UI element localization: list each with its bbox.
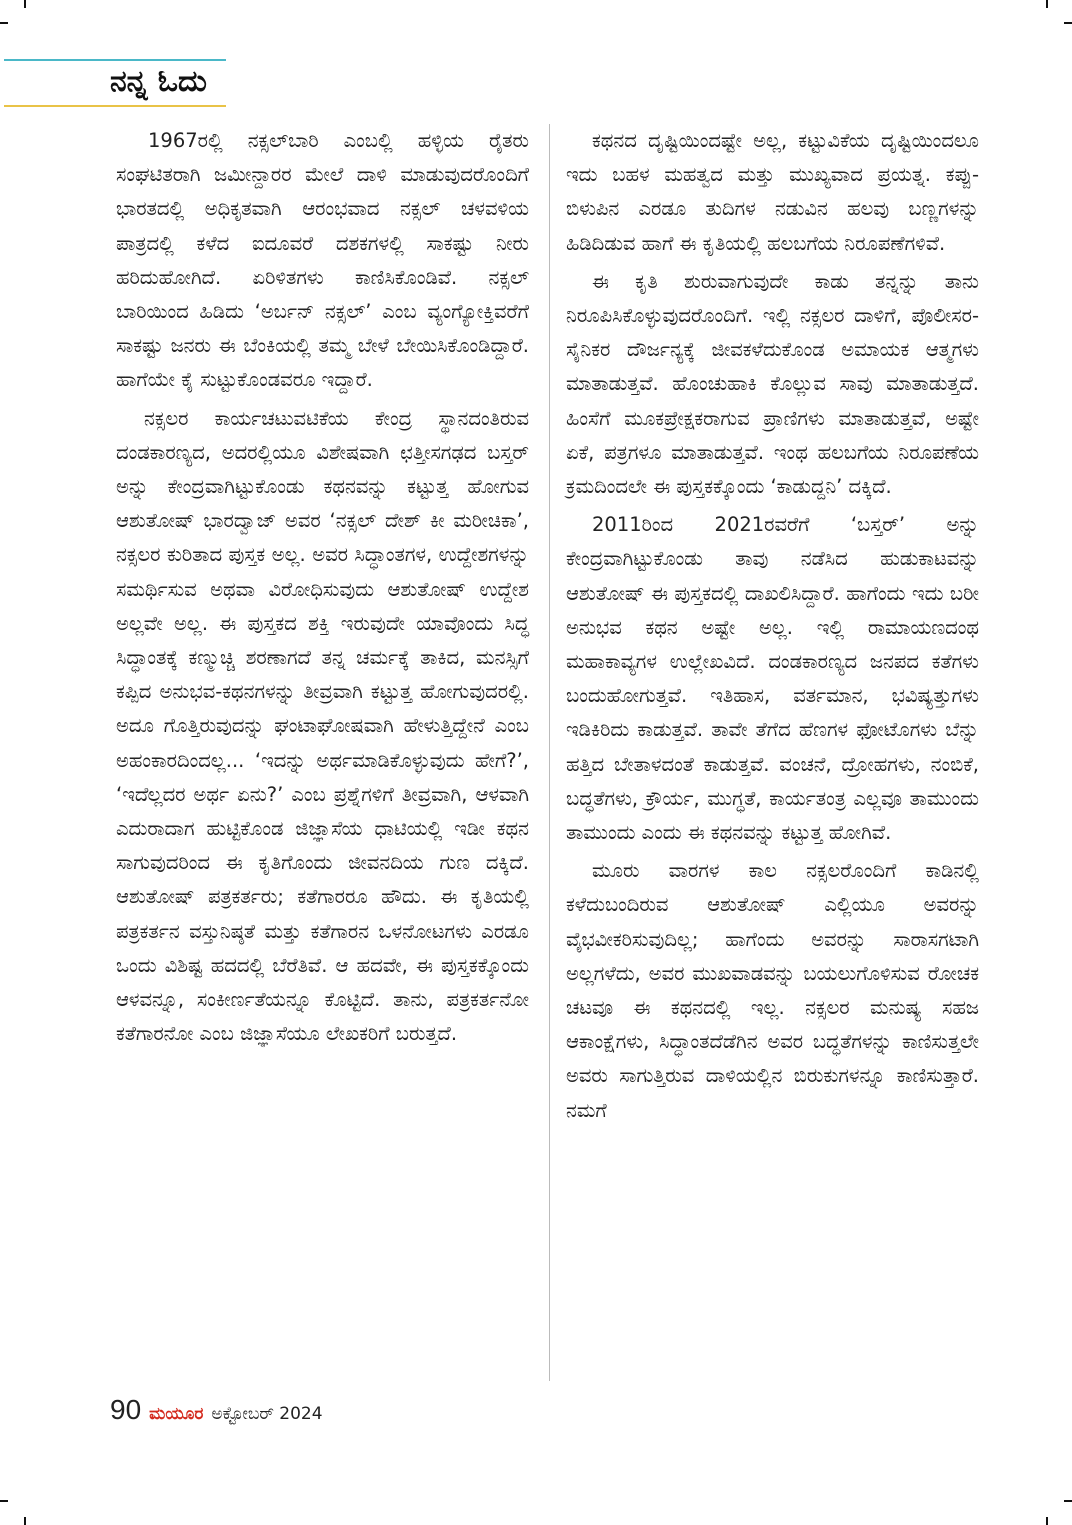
left-column xyxy=(116,124,529,1055)
crop-mark xyxy=(0,1500,8,1502)
page-footer xyxy=(110,1394,323,1430)
article-paragraph: ಮೂರು ವಾರಗಳ ಕಾಲ ನಕ್ಸಲರೊಂದಿಗೆ ಕಾಡಿನಲ್ಲಿ ಕಳೆದುಬಂದಿರುವ ಆಶುತೋಷ್ ಎಲ್ಲಿಯೂ ಅವರನ್ನು ವೈಭವೀಕರಿಸುವುದಿಲ್ಲ; ಹಾಗೆಂದು ಅವರನ್ನು ಸಾರಾಸಗಟಾಗಿ ಅಲ್ಲಗಳೆದು, ಅವರ ಮುಖವಾಡವನ್ನು ಬಯಲುಗೊಳಿಸುವ ರೋಚಕ ಚಟವೂ ಈ ಕಥನದಲ್ಲಿ ಇಲ್ಲ. ನಕ್ಸಲರ ಮನುಷ್ಯ ಸಹಜ ಆಕಾಂಕ್ಷೆಗಳು, ಸಿದ್ಧಾಂತದೆಡೆಗಿನ ಅವರ ಬದ್ಧತೆಗಳನ್ನು ಕಾಣಿಸುತ್ತಲೇ ಅವರು ಸಾಗುತ್ತಿರುವ ದಾಳಿಯಲ್ಲಿನ ಬಿರುಕುಗಳನ್ನೂ ಕಾಣಿಸುತ್ತಾರೆ. ನಮಗೆ xyxy=(566,859,979,1122)
column-divider xyxy=(549,124,550,1381)
crop-mark xyxy=(1046,1517,1048,1525)
right-column xyxy=(566,124,979,1132)
crop-mark xyxy=(24,0,26,8)
article-paragraph: 1967ರಲ್ಲಿ ನಕ್ಸಲ್‌ಬಾರಿ ಎಂಬಲ್ಲಿ ಹಳ್ಳಿಯ ರೈತರು ಸಂಘಟಿತರಾಗಿ ಜಮೀನ್ದಾರರ ಮೇಲೆ ದಾಳಿ ಮಾಡುವುದರೊಂದಿಗೆ ಭಾರತದಲ್ಲಿ ಅಧಿಕೃತವಾಗಿ ಆರಂಭವಾದ ನಕ್ಸಲ್ ಚಳವಳಿಯ ಪಾತ್ರದಲ್ಲಿ ಕಳೆದ ಐದೂವರೆ ದಶಕಗಳಲ್ಲಿ ಸಾಕಷ್ಟು ನೀರು ಹರಿದುಹೋಗಿದೆ. ಏರಿಳಿತಗಳು ಕಾಣಿಸಿಕೊಂಡಿವೆ. ನಕ್ಸಲ್ ಬಾರಿಯಿಂದ ಹಿಡಿದು ‘ಅರ್ಬನ್ ನಕ್ಸಲ್’ ಎಂಬ ವ್ಯಂಗ್ಯೋಕ್ತಿವರೆಗೆ ಸಾಕಷ್ಟು ಜನರು ಈ ಬೆಂಕಿಯಲ್ಲಿ ತಮ್ಮ ಬೇಳೆ ಬೇಯಿಸಿಕೊಂಡಿದ್ದಾರೆ. ಹಾಗೆಯೇ ಕೈ ಸುಟ್ಟುಕೊಂಡವರೂ ಇದ್ದಾರೆ. xyxy=(116,129,529,392)
section-title: ನನ್ನ ಓದು xyxy=(110,64,207,99)
header-rule-top xyxy=(4,59,226,61)
header-rule-bottom xyxy=(4,105,226,107)
issue-date: ಅಕ್ಟೋಬರ್ 2024 xyxy=(211,1404,323,1424)
article-paragraph: ಕಥನದ ದೃಷ್ಟಿಯಿಂದಷ್ಟೇ ಅಲ್ಲ, ಕಟ್ಟುವಿಕೆಯ ದೃಷ್ಟಿಯಿಂದಲೂ ಇದು ಬಹಳ ಮಹತ್ವದ ಮತ್ತು ಮುಖ್ಯವಾದ ಪ್ರಯತ್ನ. ಕಪ್ಪು-ಬಿಳುಪಿನ ಎರಡೂ ತುದಿಗಳ ನಡುವಿನ ಹಲವು ಬಣ್ಣಗಳನ್ನು ಹಿಡಿದಿಡುವ ಹಾಗೆ ಈ ಕೃತಿಯಲ್ಲಿ ಹಲಬಗೆಯ ನಿರೂಪಣೆಗಳಿವೆ. xyxy=(566,129,979,255)
crop-mark xyxy=(1064,1500,1072,1502)
crop-mark xyxy=(24,1517,26,1525)
article-paragraph: 2011ರಿಂದ 2021ರವರೆಗೆ ‘ಬಸ್ತರ್’ ಅನ್ನು ಕೇಂದ್ರವಾಗಿಟ್ಟುಕೊಂಡು ತಾವು ನಡೆಸಿದ ಹುಡುಕಾಟವನ್ನು ಆಶುತೋಷ್ ಈ ಪುಸ್ತಕದಲ್ಲಿ ದಾಖಲಿಸಿದ್ದಾರೆ. ಹಾಗೆಂದು ಇದು ಬರೀ ಅನುಭವ ಕಥನ ಅಷ್ಟೇ ಅಲ್ಲ. ಇಲ್ಲಿ ರಾಮಾಯಣದಂಥ ಮಹಾಕಾವ್ಯಗಳ ಉಲ್ಲೇಖವಿದೆ. ದಂಡಕಾರಣ್ಯದ ಜನಪದ ಕತೆಗಳು ಬಂದುಹೋಗುತ್ತವೆ. ಇತಿಹಾಸ, ವರ್ತಮಾನ, ಭವಿಷ್ಯತ್ತುಗಳು ಇಡಿಕಿರಿದು ಕಾಡುತ್ತವೆ. ತಾವೇ ತೆಗೆದ ಹೆಣಗಳ ಫೋಟೊಗಳು ಬೆನ್ನು ಹತ್ತಿದ ಬೇತಾಳದಂತೆ ಕಾಡುತ್ತವೆ. ವಂಚನೆ, ದ್ರೋಹಗಳು, ನಂಬಿಕೆ, ಬದ್ಧತೆಗಳು, ಕ್ರೌರ್ಯ, ಮುಗ್ಧತೆ, ಕಾರ್ಯತಂತ್ರ ಎಲ್ಲವೂ ತಾಮುಂದು ತಾಮುಂದು ಎಂದು ಈ ಕಥನವನ್ನು ಕಟ್ಟುತ್ತ ಹೋಗಿವೆ. xyxy=(566,513,979,845)
crop-mark xyxy=(0,22,8,24)
article-paragraph: ನಕ್ಸಲರ ಕಾರ್ಯಚಟುವಟಿಕೆಯ ಕೇಂದ್ರ ಸ್ಥಾನದಂತಿರುವ ದಂಡಕಾರಣ್ಯದ, ಅದರಲ್ಲಿಯೂ ವಿಶೇಷವಾಗಿ ಛತ್ತೀಸಗಢದ ಬಸ್ತರ್ ಅನ್ನು ಕೇಂದ್ರವಾಗಿಟ್ಟುಕೊಂಡು ಕಥನವನ್ನು ಕಟ್ಟುತ್ತ ಹೋಗುವ ಆಶುತೋಷ್ ಭಾರದ್ವಾಜ್ ಅವರ ‘ನಕ್ಸಲ್ ದೇಶ್ ಕೀ ಮರೀಚಿಕಾ’, ನಕ್ಸಲರ ಕುರಿತಾದ ಪುಸ್ತಕ ಅಲ್ಲ. ಅವರ ಸಿದ್ಧಾಂತಗಳ, ಉದ್ದೇಶಗಳನ್ನು ಸಮರ್ಥಿಸುವ ಅಥವಾ ವಿರೋಧಿಸುವುದು ಆಶುತೋಷ್ ಉದ್ದೇಶ ಅಲ್ಲವೇ ಅಲ್ಲ. ಈ ಪುಸ್ತಕದ ಶಕ್ತಿ ಇರುವುದೇ ಯಾವೊಂದು ಸಿದ್ಧ ಸಿದ್ಧಾಂತಕ್ಕೆ ಕಣ್ಮುಚ್ಚಿ ಶರಣಾಗದೆ ತನ್ನ ಚರ್ಮಕ್ಕೆ ತಾಕಿದ, ಮನಸ್ಸಿಗೆ ಕಪ್ಪಿದ ಅನುಭವ-ಕಥನಗಳನ್ನು ತೀವ್ರವಾಗಿ ಕಟ್ಟುತ್ತ ಹೋಗುವುದರಲ್ಲಿ. ಅದೂ ಗೊತ್ತಿರುವುದನ್ನು ಘಂಟಾಘೋಷವಾಗಿ ಹೇಳುತ್ತಿದ್ದೇನೆ ಎಂಬ ಅಹಂಕಾರದಿಂದಲ್ಲ... ‘ಇದನ್ನು ಅರ್ಥಮಾಡಿಕೊಳ್ಳುವುದು ಹೇಗೆ?’, ‘ಇದೆಲ್ಲದರ ಅರ್ಥ ಏನು?’ ಎಂಬ ಪ್ರಶ್ನೆಗಳಿಗೆ ತೀವ್ರವಾಗಿ, ಆಳವಾಗಿ ಎದುರಾದಾಗ ಹುಟ್ಟಿಕೊಂಡ ಜಿಜ್ಞಾಸೆಯ ಧಾಟಿಯಲ್ಲಿ ಇಡೀ ಕಥನ ಸಾಗುವುದರಿಂದ ಈ ಕೃತಿಗೊಂದು ಜೀವನದಿಯ ಗುಣ ದಕ್ಕಿದೆ. ಆಶುತೋಷ್ ಪತ್ರಕರ್ತರು; ಕತೆಗಾರರೂ ಹೌದು. ಈ ಕೃತಿಯಲ್ಲಿ ಪತ್ರಕರ್ತನ ವಸ್ತುನಿಷ್ಠತೆ ಮತ್ತು ಕತೆಗಾರನ ಒಳನೋಟಗಳು ಎರಡೂ ಒಂದು ವಿಶಿಷ್ಟ ಹದದಲ್ಲಿ ಬೆರೆತಿವೆ. ಆ ಹದವೇ, ಈ ಪುಸ್ತಕಕ್ಕೊಂದು ಆಳವನ್ನೂ, ಸಂಕೀರ್ಣತೆಯನ್ನೂ ಕೊಟ್ಟಿದೆ. ತಾನು, ಪತ್ರಕರ್ತನೋ ಕತೆಗಾರನೋ ಎಂಬ ಜಿಜ್ಞಾಸೆಯೂ ಲೇಖಕರಿಗೆ ಬರುತ್ತದೆ. xyxy=(116,406,529,1046)
crop-mark xyxy=(1064,22,1072,24)
crop-mark xyxy=(1046,0,1048,8)
article-paragraph: ಈ ಕೃತಿ ಶುರುವಾಗುವುದೇ ಕಾಡು ತನ್ನನ್ನು ತಾನು ನಿರೂಪಿಸಿಕೊಳ್ಳುವುದರೊಂದಿಗೆ. ಇಲ್ಲಿ ನಕ್ಸಲರ ದಾಳಿಗೆ, ಪೊಲೀಸರ-ಸೈನಿಕರ ದೌರ್ಜನ್ಯಕ್ಕೆ ಜೀವಕಳೆದುಕೊಂಡ ಅಮಾಯಕ ಆತ್ಮಗಳು ಮಾತಾಡುತ್ತವೆ. ಹೊಂಚುಹಾಕಿ ಕೊಲ್ಲುವ ಸಾವು ಮಾತಾಡುತ್ತದೆ. ಹಿಂಸೆಗೆ ಮೂಕಪ್ರೇಕ್ಷಕರಾಗುವ ಪ್ರಾಣಿಗಳು ಮಾತಾಡುತ್ತವೆ, ಅಷ್ಟೇ ಏಕೆ, ಪತ್ರಗಳೂ ಮಾತಾಡುತ್ತವೆ. ಇಂಥ ಹಲಬಗೆಯ ನಿರೂಪಣೆಯ ಕ್ರಮದಿಂದಲೇ ಈ ಪುಸ್ತಕಕ್ಕೊಂದು ‘ಕಾಡುದ್ದನಿ’ ದಕ್ಕಿದೆ. xyxy=(566,269,979,499)
page-number: 90 xyxy=(110,1394,142,1425)
magazine-name: ಮಯೂರ xyxy=(149,1404,204,1424)
